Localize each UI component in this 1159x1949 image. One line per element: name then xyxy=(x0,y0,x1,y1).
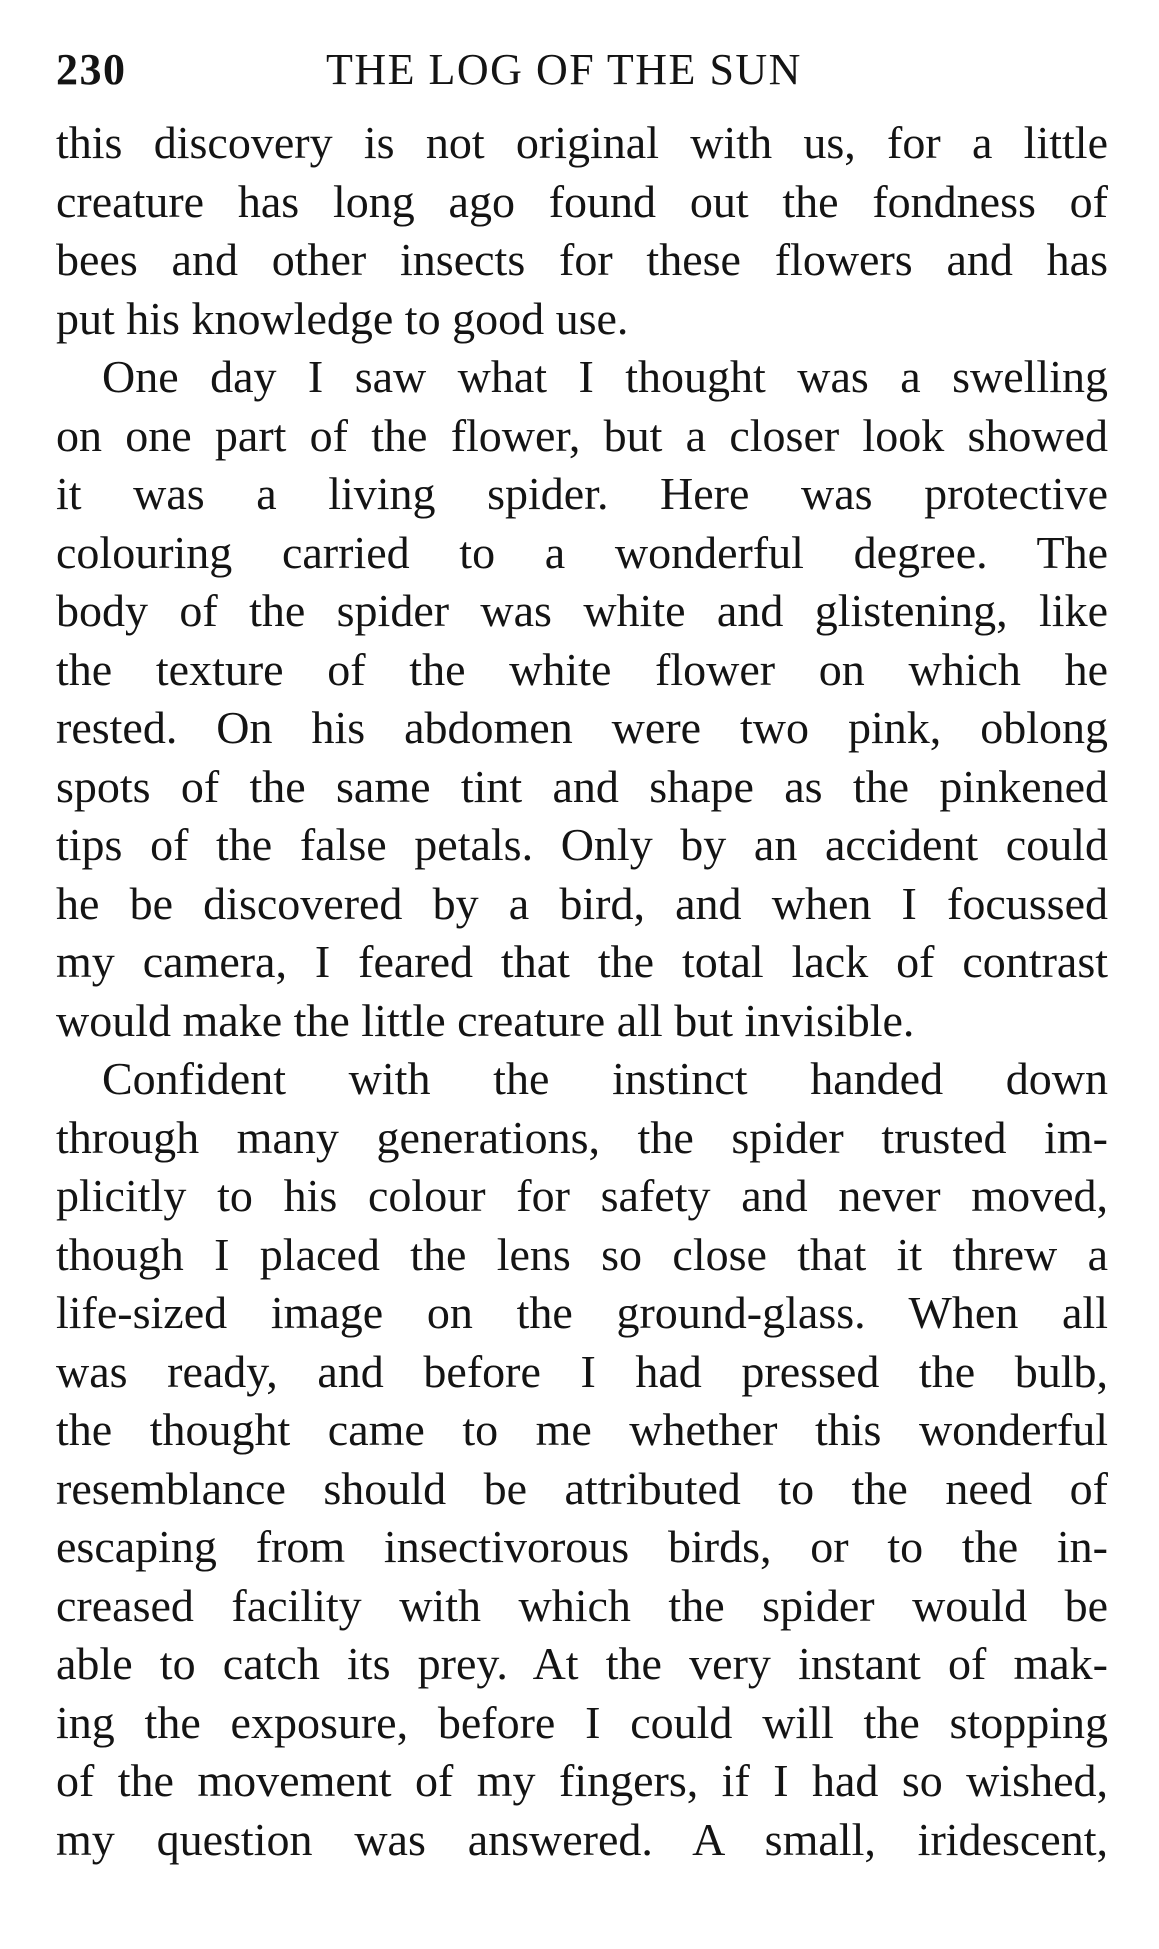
text-line: ing the exposure, before I could will the stopping xyxy=(56,1696,1108,1748)
text-line: life-sized image on the ground-glass. When all xyxy=(56,1287,1108,1338)
text-line: creature has long ago found out the fondness of xyxy=(56,175,1108,227)
text-line: able to catch its prey. At the very instant of mak- xyxy=(56,1638,1108,1689)
text-line: the thought came to me whether this wonderful xyxy=(56,1404,1108,1455)
text-line: rested. On his abdomen were two pink, oblong xyxy=(56,702,1108,753)
text-line: on one part of the flower, but a closer look showed xyxy=(56,409,1108,461)
text-line: tips of the false petals. Only by an accident could xyxy=(56,819,1108,870)
text-line: resemblance should be attributed to the need of xyxy=(56,1462,1108,1514)
text-line: of the movement of my fingers, if I had so wished, xyxy=(56,1755,1108,1806)
text-line: escaping from insectivorous birds, or to the in- xyxy=(56,1521,1108,1572)
text-line: colouring carried to a wonderful degree. The xyxy=(56,526,1108,578)
book-page xyxy=(56,40,1108,1869)
text-line: body of the spider was white and glistening, like xyxy=(56,585,1108,636)
text-line: he be discovered by a bird, and when I focussed xyxy=(56,877,1108,929)
text-line: though I placed the lens so close that it threw a xyxy=(56,1228,1108,1280)
text-line: bees and other insects for these flowers and has xyxy=(56,234,1108,285)
text-line: plicitly to his colour for safety and never moved, xyxy=(56,1170,1108,1221)
body-text xyxy=(56,114,1108,1869)
running-title: THE LOG OF THE SUN xyxy=(326,45,802,94)
page-number: 230 xyxy=(56,45,127,94)
paragraph xyxy=(56,348,1108,1050)
text-line: creased facility with which the spider would be xyxy=(56,1579,1108,1631)
paragraph xyxy=(56,1050,1108,1869)
text-line: this discovery is not original with us, for a little xyxy=(56,117,1108,168)
text-line: spots of the same tint and shape as the pinkened xyxy=(56,760,1108,812)
text-line: it was a living spider. Here was protective xyxy=(56,468,1108,519)
text-line: my camera, I feared that the total lack of contrast xyxy=(56,936,1108,987)
text-line: One day I saw what I thought was a swelling xyxy=(102,351,1108,402)
text-line: was ready, and before I had pressed the bulb, xyxy=(56,1345,1108,1397)
text-line: through many generations, the spider trusted im- xyxy=(56,1111,1108,1163)
text-line: the texture of the white flower on which he xyxy=(56,643,1108,695)
text-line: Confident with the instinct handed down xyxy=(102,1053,1108,1104)
text-line: would make the little creature all but invisible. xyxy=(56,994,915,1046)
paragraph xyxy=(56,114,1108,348)
running-head xyxy=(56,40,1108,100)
text-line: my question was answered. A small, iridescent, xyxy=(56,1813,1108,1865)
text-line: put his knowledge to good use. xyxy=(56,292,629,344)
